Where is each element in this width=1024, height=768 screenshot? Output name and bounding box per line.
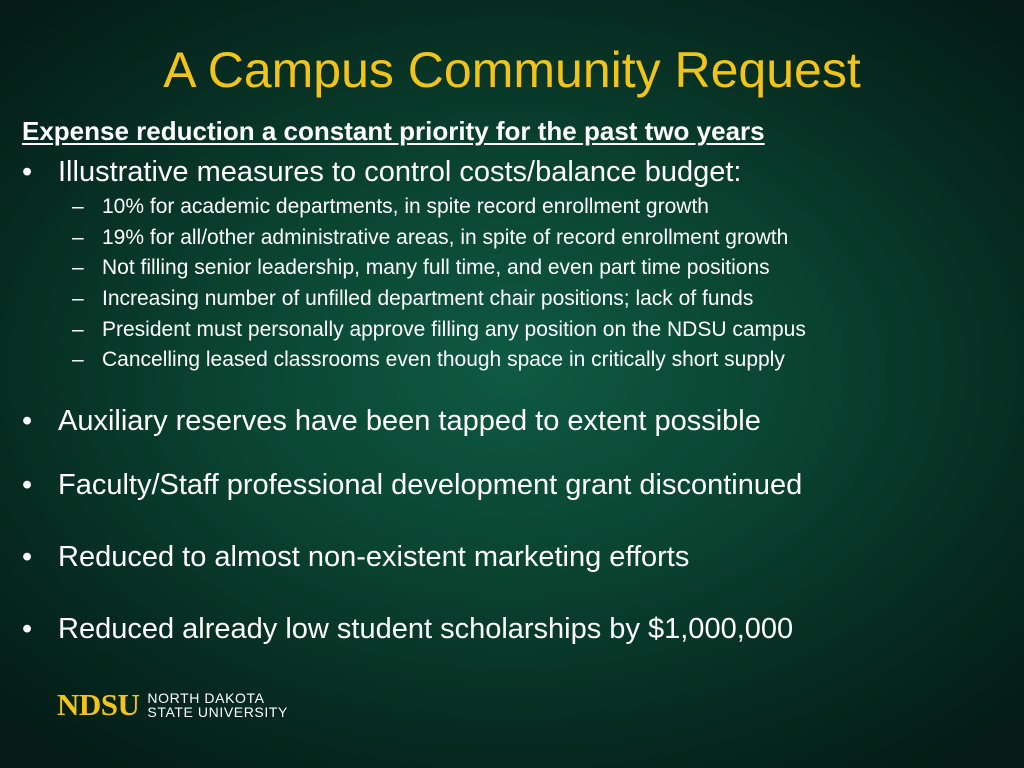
logo-line-2: STATE UNIVERSITY [147,704,288,720]
bullet-text: Faculty/Staff professional development grant discontinued [58,469,803,501]
sub-bullet-text: President must personally approve filling any position on the NDSU campus [102,318,806,341]
sub-bullet-text: Increasing number of unfilled department chair positions; lack of funds [102,287,754,310]
dash-glyph: – [72,287,84,310]
bullet-glyph: • [22,541,33,573]
slide-title: A Campus Community Request [163,42,861,98]
sub-bullet-item [72,347,785,373]
sub-bullet-text: Not filling senior leadership, many full time, and even part time positions [102,256,770,279]
bullet-glyph: • [22,156,33,188]
sub-bullet-text: 19% for all/other administrative areas, in spite of record enrollment growth [102,226,789,249]
bullet-text: Illustrative measures to control costs/balance budget: [58,156,742,188]
bullet-item [22,467,802,503]
dash-glyph: – [72,226,84,249]
bullet-text: Reduced already low student scholarships by $1,000,000 [58,613,794,645]
bullet-item [22,154,741,190]
sub-bullet-item [72,225,788,251]
bullet-glyph: • [22,405,33,437]
dash-glyph: – [72,348,84,371]
sub-bullet-item [72,255,770,281]
bullet-text: Auxiliary reserves have been tapped to extent possible [58,405,761,437]
ndsu-logo [57,688,288,722]
dash-glyph: – [72,195,84,218]
sub-bullet-text: 10% for academic departments, in spite record enrollment growth [102,195,709,218]
slide-subheading: Expense reduction a constant priority for the past two years [22,116,765,146]
dash-glyph: – [72,318,84,341]
logo-mark: NDSU [57,687,140,722]
bullet-item [22,403,761,439]
logo-line-1: NORTH DAKOTA [147,690,265,706]
bullet-item [22,611,793,647]
dash-glyph: – [72,256,84,279]
sub-bullet-text: Cancelling leased classrooms even though space in critically short supply [102,348,785,371]
bullet-glyph: • [22,613,33,645]
logo-wordmark [147,691,288,719]
bullet-item [22,539,689,575]
sub-bullet-item [72,194,709,220]
sub-bullet-item [72,286,753,312]
bullet-text: Reduced to almost non-existent marketing efforts [58,541,690,573]
bullet-glyph: • [22,469,33,501]
sub-bullet-item [72,317,806,343]
